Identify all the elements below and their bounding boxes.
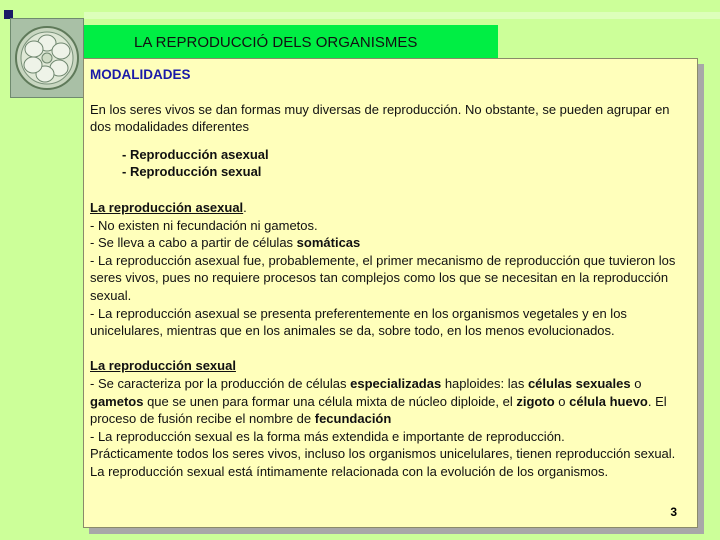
content-text: [90, 66, 690, 480]
asexual-line-1: - No existen ni fecundación ni gametos.: [90, 217, 318, 233]
t-bold: especializadas: [350, 375, 442, 391]
header-stripe: [84, 12, 720, 19]
list-item: - Reproducción asexual: [122, 146, 269, 162]
asexual-line-4: - La reproducción asexual se presenta preferentemente en los organismos vegetales y en los unicelulares, mientras que en los animales se da, sobre todo, en los menos evolucionados.: [90, 305, 627, 339]
asexual-heading-line: [90, 199, 690, 217]
modalidades-intro: En los seres vivos se dan formas muy diversas de reproducción. No obstante, se pueden agrupar en dos modalidades diferentes: [90, 101, 670, 135]
t: que se unen para formar una célula mixta de núcleo diploide, el: [143, 393, 517, 409]
title-bar: [84, 25, 498, 58]
sexual-para-3: Prácticamente todos los seres vivos, incluso los organismos unicelulares, tienen reproducción sexual. La reproducción sexual está íntimamente relacionada con la evolución de los organismos.: [90, 446, 676, 479]
embryo-icon: [11, 19, 83, 97]
t: o: [630, 375, 642, 391]
list-item: - Reproducción sexual: [122, 164, 262, 180]
sexual-para-2: - La reproducción sexual es la forma más extendida e importante de reproducción.: [90, 428, 565, 444]
asexual-line-2: [90, 234, 690, 252]
t-bold: gametos: [90, 393, 144, 409]
sexual-para-1: [90, 375, 690, 428]
asexual-line-2-bold: somáticas: [296, 235, 361, 251]
t-bold: célula huevo: [569, 393, 648, 409]
sexual-heading: La reproducción sexual: [90, 358, 236, 374]
t-bold: células sexuales: [527, 375, 631, 391]
asexual-heading: La reproducción asexual: [90, 199, 244, 215]
modalidades-heading: MODALIDADES: [90, 67, 191, 82]
modalidades-list: [122, 146, 690, 181]
t: o: [554, 393, 570, 409]
page-number: 3: [670, 505, 677, 519]
t: haploides: las: [441, 375, 528, 391]
t: - Se caracteriza por la producción de células: [90, 375, 351, 391]
t: . El proceso de fusión recibe el nombre de: [90, 393, 667, 427]
asexual-heading-suffix: .: [243, 199, 247, 215]
asexual-line-3: - La reproducción asexual fue, probablemente, el primer mecanismo de reproducción que tuvieron los seres vivos, pues no requiere procesos tan complejos como los que se necesitan en la reproducción sexual.: [90, 252, 676, 303]
asexual-line-2-text: - Se lleva a cabo a partir de células: [90, 235, 297, 251]
t-bold: fecundación: [314, 411, 392, 427]
cell-embryo-image: [10, 18, 84, 98]
page-title: LA REPRODUCCIÓ DELS ORGANISMES: [134, 34, 418, 51]
t-bold: zigoto: [516, 393, 555, 409]
